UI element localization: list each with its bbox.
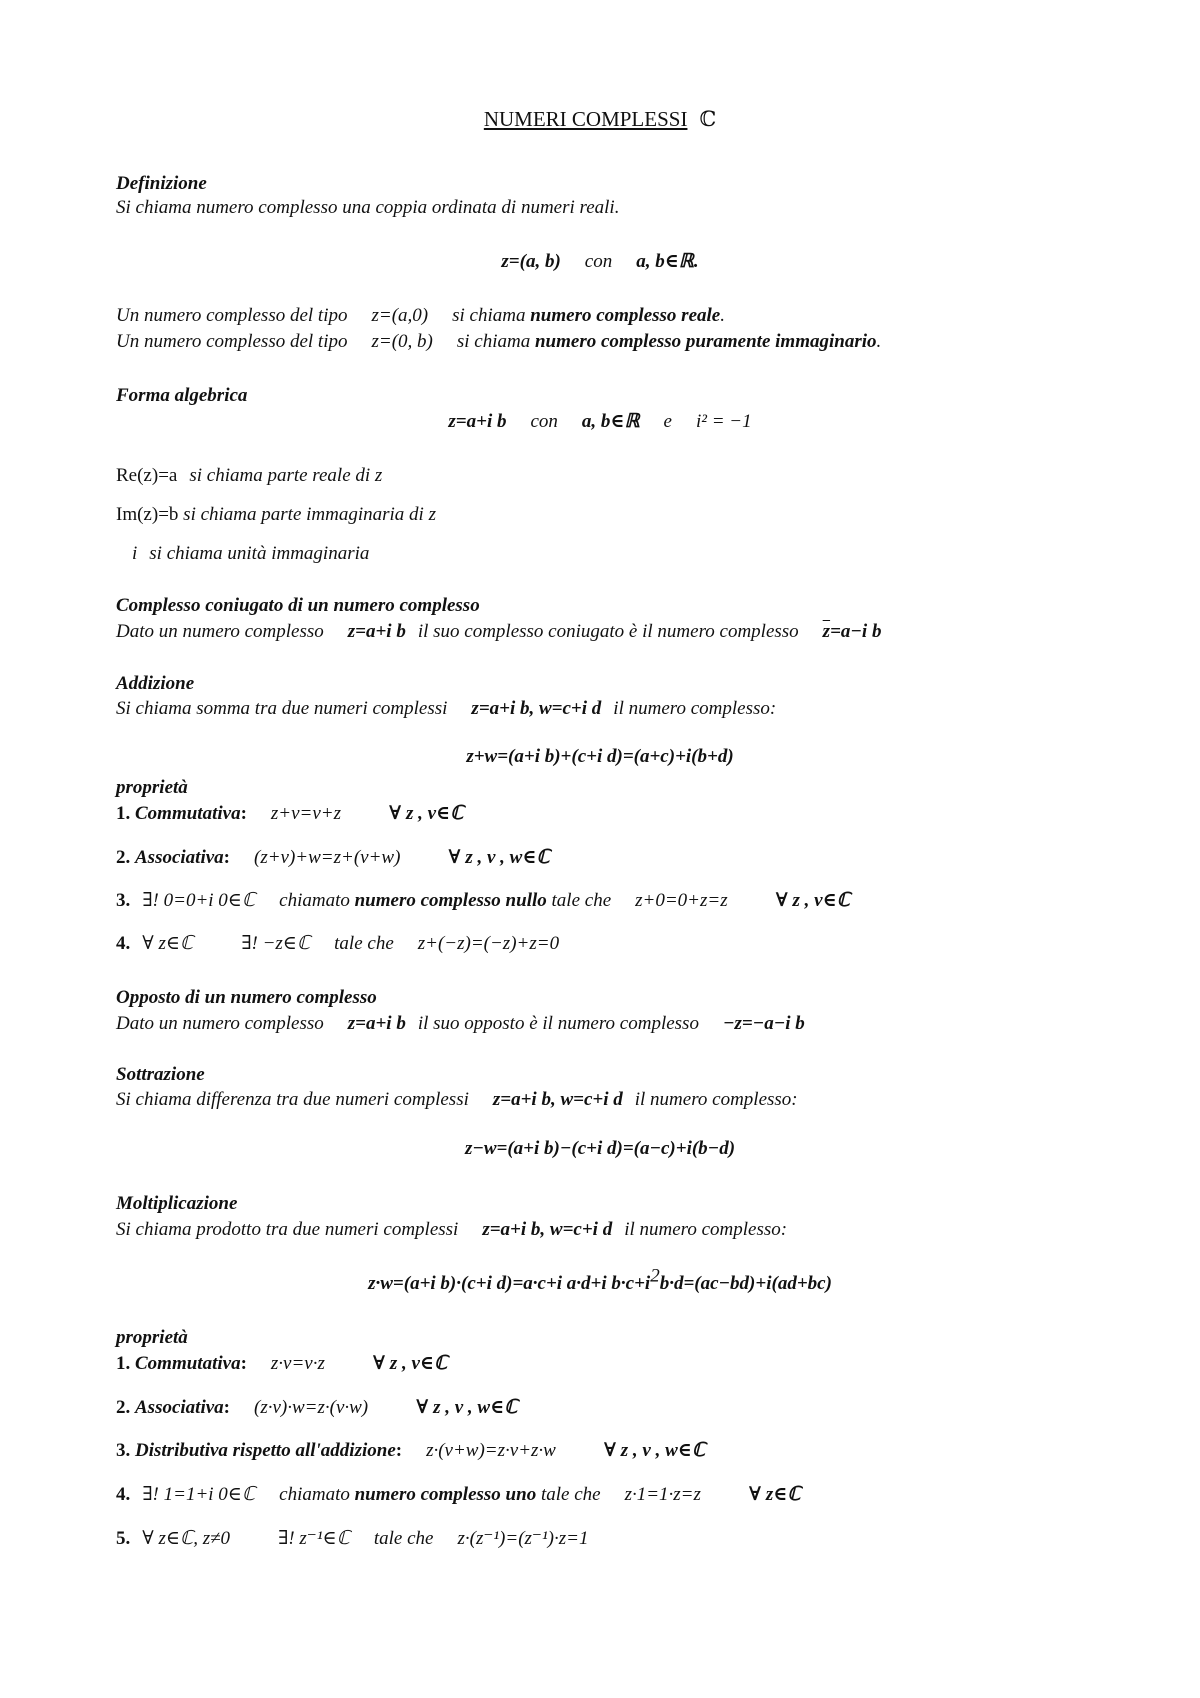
section-heading-proprieta-mul: proprietà <box>116 1327 188 1348</box>
forma-formula: z=a+i b con a, b∈ℝ e i² = −1 <box>448 411 752 432</box>
addizione-formula: z+w=(a+i b)+(c+i d)=(a+c)+i(b+d) <box>466 746 734 767</box>
prop-mul-item-2: 2. Associativa: (z·v)·w=z·(v·w) ∀ z , v , w∈ℂ <box>116 1397 518 1418</box>
sottrazione-line: Si chiama differenza tra due numeri complessi z=a+i b, w=c+i d il numero complesso: <box>116 1089 798 1110</box>
prop-add-item-1: 1. Commutativa: z+v=v+z ∀ z , v∈ℂ <box>116 803 464 824</box>
coniugato-line: Dato un numero complesso z=a+i b il suo complesso coniugato è il numero complesso $\overline{z}=a-i$ b <box>116 621 882 642</box>
prop-mul-item-4: 4. ∃! 1=1+i 0∈ℂ chiamato numero complesso uno tale che z·1=1·z=z ∀ z∈ℂ <box>116 1484 801 1505</box>
re-line: Re(z)=a si chiama parte reale di z <box>116 465 383 486</box>
section-heading-moltiplicazione: Moltiplicazione <box>116 1193 238 1214</box>
sottrazione-formula: z−w=(a+i b)−(c+i d)=(a−c)+i(b−d) <box>464 1138 736 1159</box>
page-title: NUMERI COMPLESSI ℂ <box>483 107 717 131</box>
addizione-line: Si chiama somma tra due numeri complessi z=a+i b, w=c+i d il numero complesso: <box>116 698 777 719</box>
prop-add-item-2: 2. Associativa: (z+v)+w=z+(v+w) ∀ z , v , w∈ℂ <box>116 847 550 868</box>
section-heading-definizione: Definizione <box>116 173 207 194</box>
reale-line: Un numero complesso del tipo z=(a,0) si chiama numero complesso reale. <box>116 305 725 326</box>
section-heading-proprieta-add: proprietà <box>116 777 188 798</box>
moltiplicazione-formula: z·w=(a+i b)·(c+i d)=a·c+i a·d+i $b\cdot c+i^2b\cdot d=(ac-bd)+i(ad+bc)$ <box>368 1265 832 1294</box>
section-heading-opposto: Opposto di un numero complesso <box>116 987 377 1008</box>
prop-mul-item-1: 1. Commutativa: z·v=v·z ∀ z , v∈ℂ <box>116 1353 448 1374</box>
prop-mul-item-5: 5. ∀ z∈ℂ, z≠0 ∃! z⁻¹∈ℂ tale che z·(z⁻¹)=(z⁻¹)·z=1 <box>116 1528 589 1549</box>
im-line: Im(z)=b si chiama parte immaginaria di z <box>116 504 436 525</box>
section-heading-coniugato: Complesso coniugato di un numero complesso <box>116 595 480 616</box>
prop-add-item-4: 4. ∀ z∈ℂ ∃! −z∈ℂ tale che z+(−z)=(−z)+z=0 <box>116 933 560 954</box>
moltiplicazione-line: Si chiama prodotto tra due numeri complessi z=a+i b, w=c+i d il numero complesso: <box>116 1219 788 1240</box>
opposto-line: Dato un numero complesso z=a+i b il suo opposto è il numero complesso −z=−a−i b <box>116 1013 805 1034</box>
definizione-formula: z=(a, b) con a, b∈ℝ. <box>501 251 699 272</box>
prop-mul-item-3: 3. Distributiva rispetto all'addizione: z·(v+w)=z·v+z·w ∀ z , v , w∈ℂ <box>116 1440 706 1461</box>
section-heading-addizione: Addizione <box>116 673 195 694</box>
section-heading-forma-algebrica: Forma algebrica <box>116 385 248 406</box>
prop-add-item-3: 3. ∃! 0=0+i 0∈ℂ chiamato numero complesso nullo tale che z+0=0+z=z ∀ z , v∈ℂ <box>116 890 850 911</box>
immaginario-line: Un numero complesso del tipo z=(0, b) si chiama numero complesso puramente immaginario. <box>116 331 882 352</box>
definizione-text: Si chiama numero complesso una coppia ordinata di numeri reali. <box>116 197 620 218</box>
unita-line: i si chiama unità immaginaria <box>132 543 370 564</box>
complex-set-symbol: ℂ <box>699 107 717 131</box>
section-heading-sottrazione: Sottrazione <box>116 1064 205 1085</box>
